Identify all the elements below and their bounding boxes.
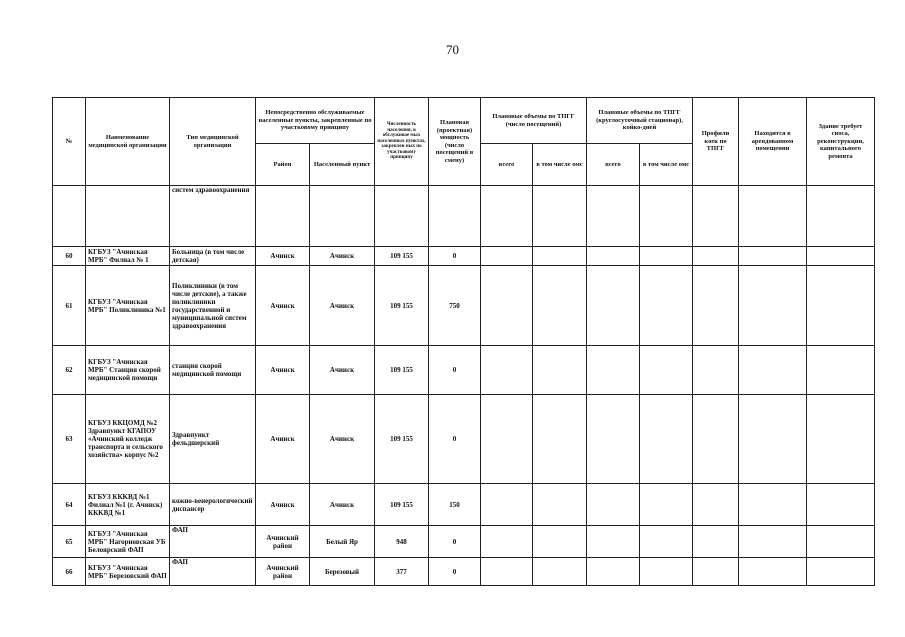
row-num: 64 [53,484,86,526]
row-district: Ачинск [256,484,310,526]
row-district: Ачинский район [256,526,310,558]
row-population: 109 155 [375,247,429,266]
row-population: 377 [375,558,429,586]
row-org-type: Здравпункт фельдшерский [170,395,256,484]
row-capacity: 0 [429,346,481,395]
row-district: Ачинск [256,266,310,346]
header-num: № [53,98,86,186]
row-capacity: 150 [429,484,481,526]
continuation-cell: систем здравоохранения [170,186,256,247]
row-org-name: КГБУЗ "Ачинская МРБ" Филиал № 1 [86,247,170,266]
row-population: 109 155 [375,395,429,484]
row-settlement: Березовый [310,558,375,586]
row-num: 63 [53,395,86,484]
row-org-type: станция скорой медицинской помощи [170,346,256,395]
row-population: 109 155 [375,484,429,526]
facilities-table-container [52,97,875,586]
row-capacity: 0 [429,558,481,586]
header-settlement: Населенный пункт [310,144,375,186]
row-district: Ачинск [256,346,310,395]
row-num: 65 [53,526,86,558]
row-population: 948 [375,526,429,558]
row-num: 62 [53,346,86,395]
header-population: Численность населения, в обслуживае мых населенных пунктах, закреплен ных по участковому принципу [375,98,429,186]
header-district: Район [256,144,310,186]
row-district: Ачинск [256,247,310,266]
row-capacity: 0 [429,395,481,484]
row-num: 60 [53,247,86,266]
header-bed-profiles: Профили коек по ТПГГ [693,98,739,186]
row-settlement: Ачинск [310,346,375,395]
row-population: 109 155 [375,346,429,395]
header-org-type: Тип медицинской организации [170,98,256,186]
header-rented: Находится в арендованном помещении [739,98,807,186]
table-row [53,346,875,395]
row-settlement: Ачинск [310,247,375,266]
row-capacity: 0 [429,526,481,558]
row-settlement: Ачинск [310,395,375,484]
row-org-type: кожно-венерологический диспансер [170,484,256,526]
header-requires-repair: Здание требует сноса, реконструкции, капитального ремонта [807,98,875,186]
row-capacity: 0 [429,247,481,266]
header-visits-total: всего [481,144,533,186]
row-org-name: КГБУЗ "Ачинская МРБ" Березовский ФАП [86,558,170,586]
table-row [53,558,875,586]
row-org-type: Больница (в том числе детская) [170,247,256,266]
row-settlement: Белый Яр [310,526,375,558]
header-beds-oms: в том числе омс [640,144,693,186]
header-capacity: Плановая (проектная) мощность (число посещений в смену) [429,98,481,186]
row-district: Ачинск [256,395,310,484]
facilities-table [52,97,875,586]
row-org-type: Поликлиники (в том числе детские), а также поликлиники государственной и муниципальной систем здравоохранения [170,266,256,346]
table-row [53,186,875,247]
table-row [53,395,875,484]
table-row [53,247,875,266]
row-num: 66 [53,558,86,586]
header-visits-oms: в том числе омс [533,144,587,186]
row-org-name: КГБУЗ "Ачинская МРБ" Станция скорой медицинской помощи [86,346,170,395]
row-district: Ачинский район [256,558,310,586]
row-org-name: КГБУЗ "Ачинская МРБ" Нагорновская УБ Белоярский ФАП [86,526,170,558]
page-number: 70 [446,42,459,57]
table-row [53,526,875,558]
row-org-name: КГБУЗ "Ачинская МРБ" Поликлиника №1 [86,266,170,346]
header-bed-volume: Плановые объемы по ТПГГ (круглосуточный стационар), койко-дней [587,98,693,144]
row-num: 61 [53,266,86,346]
header-beds-total: всего [587,144,640,186]
table-row [53,266,875,346]
row-org-type: ФАП [170,558,256,586]
row-population: 109 155 [375,266,429,346]
header-org-name: Наименование медицинской организации [86,98,170,186]
row-org-type: ФАП [170,526,256,558]
header-served-points: Непосредственно обслуживаемые населенные пункты, закрепленные по участковому принципу [256,98,375,144]
header-visits-volume: Плановые объемы по ТПГГ (число посещений) [481,98,587,144]
table-row [53,484,875,526]
row-org-name: КГБУЗ ККKВД №1 Филиал №1 (г. Ачинск) ККKВД №1 [86,484,170,526]
row-org-name: КГБУЗ ККЦОМД №2 Здравпункт КГАПОУ «Ачинский колледж транспорта и сельского хозяйства» корпус №2 [86,395,170,484]
row-settlement: Ачинск [310,484,375,526]
row-capacity: 750 [429,266,481,346]
row-settlement: Ачинск [310,266,375,346]
